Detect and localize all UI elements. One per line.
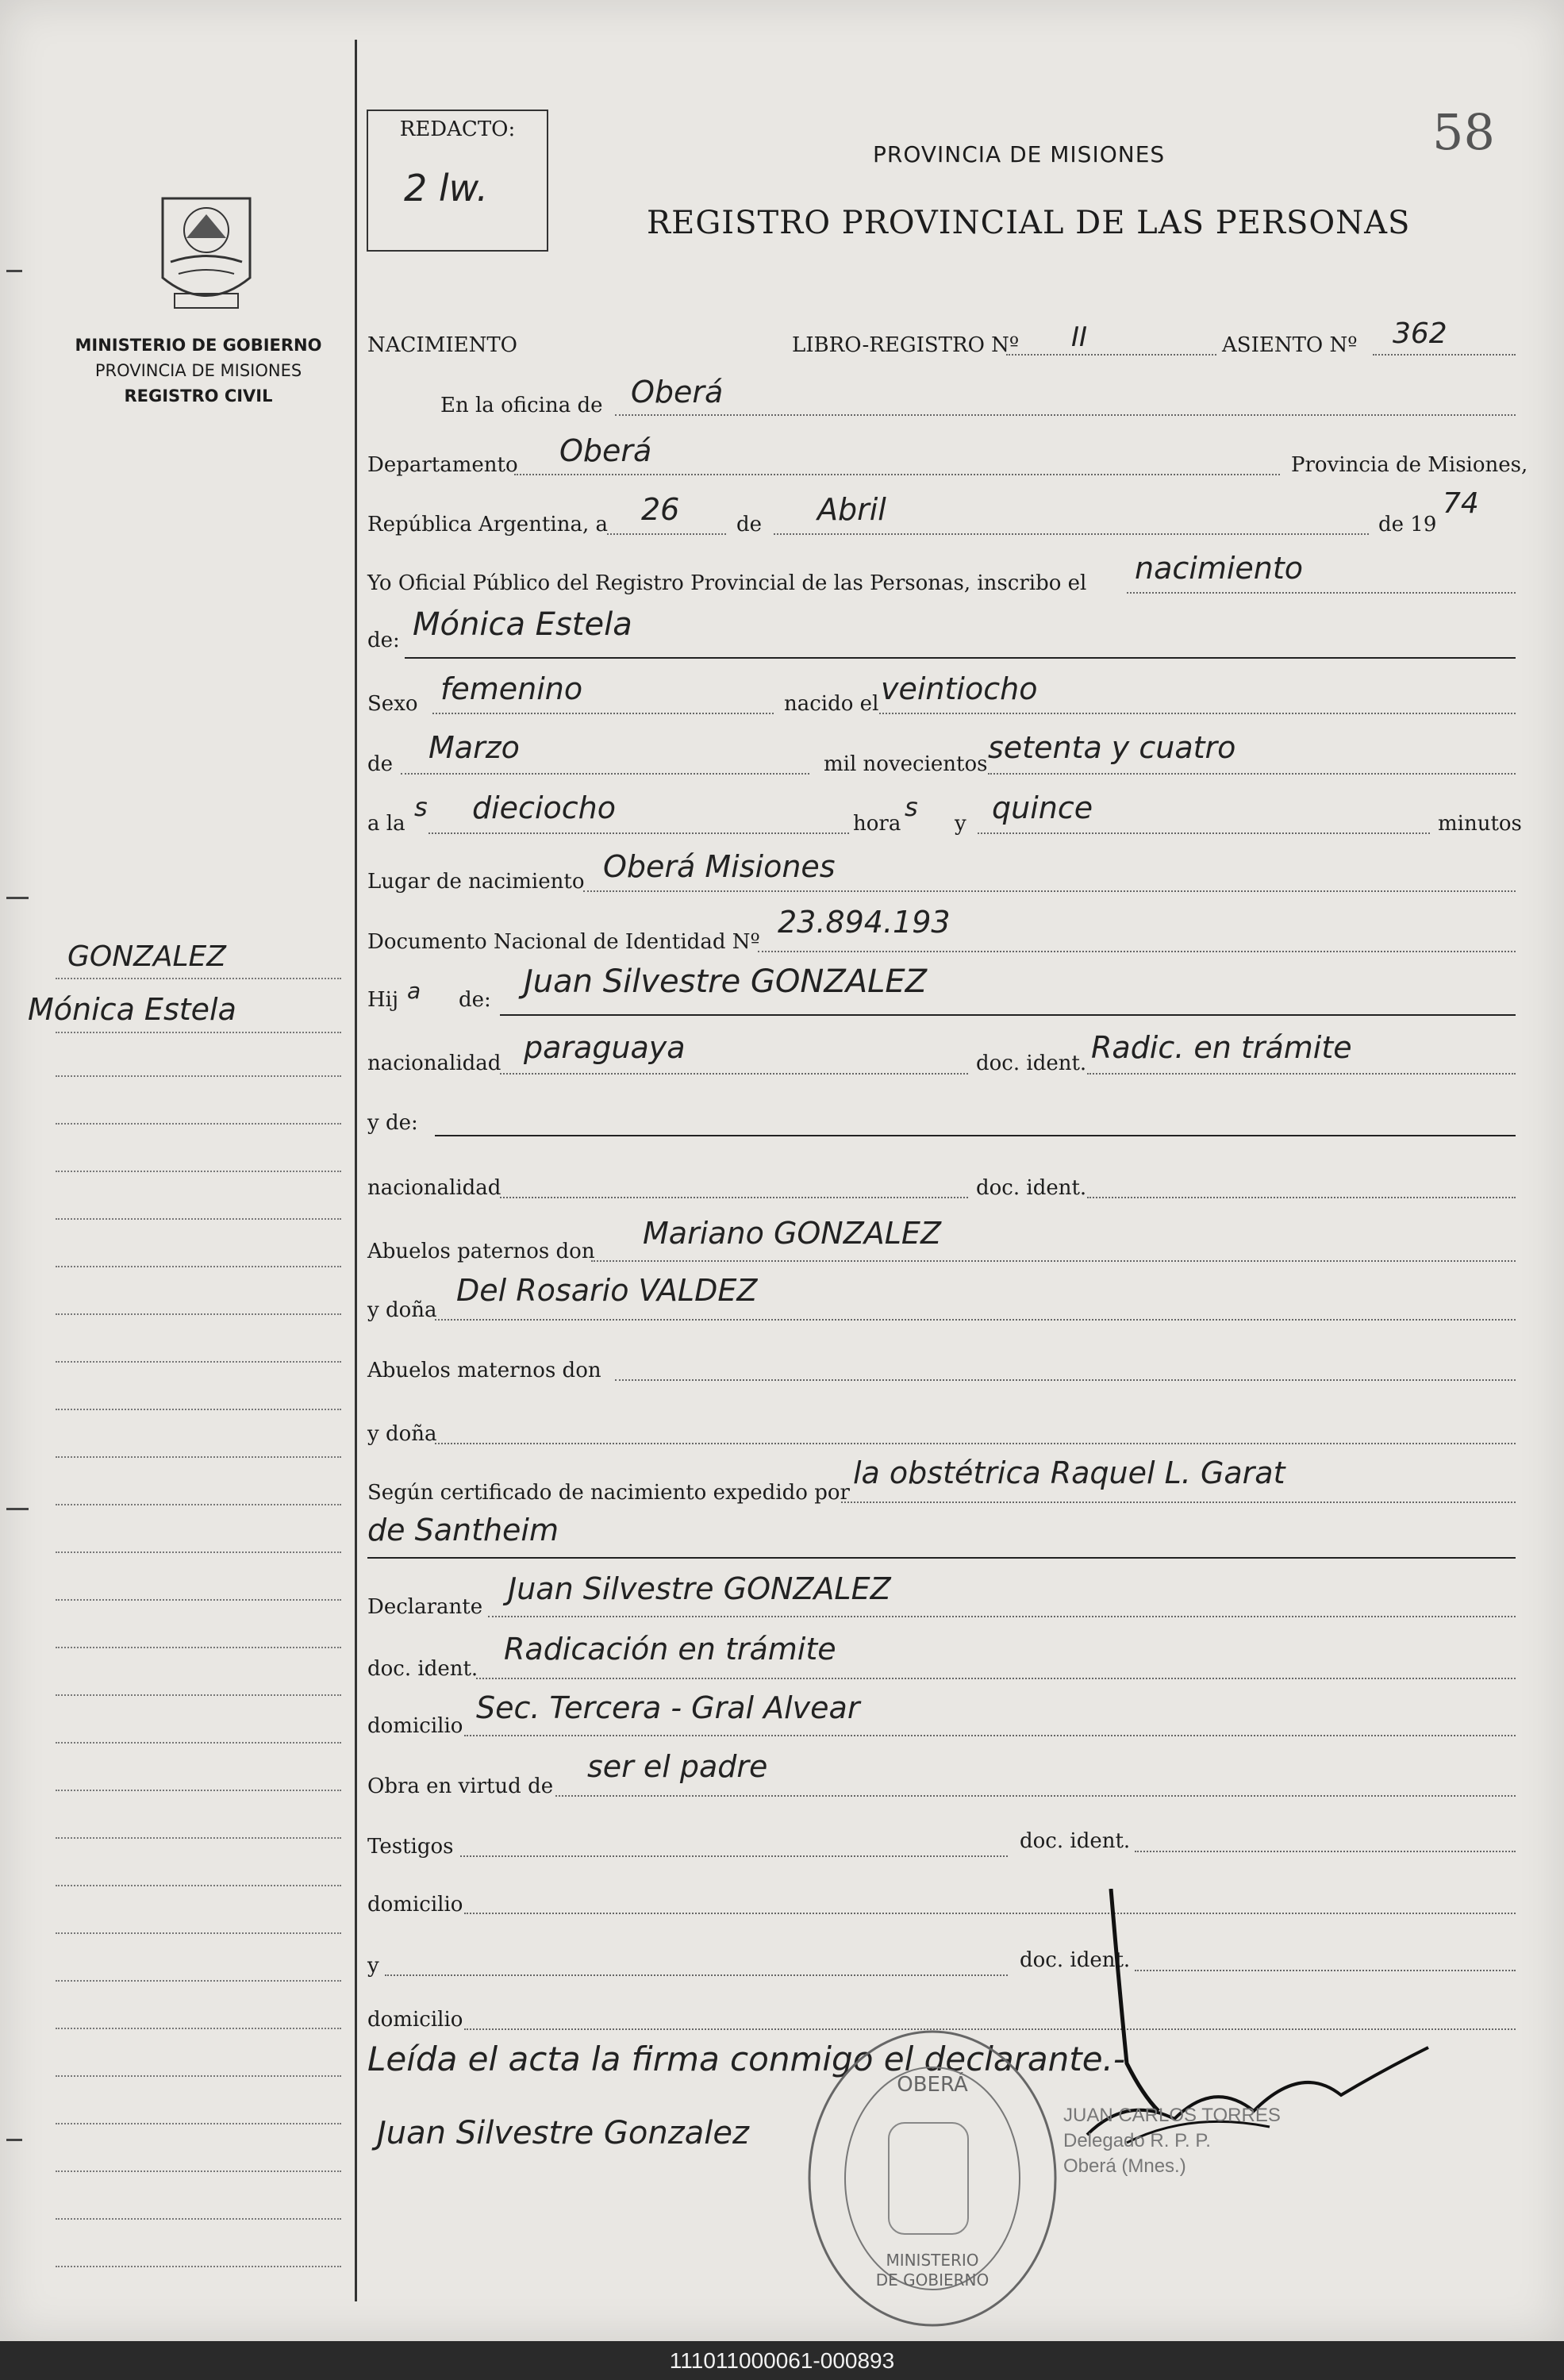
nacimiento-label: NACIMIENTO: [367, 333, 517, 357]
abuela-pat-value: Del Rosario VALDEZ: [456, 1273, 758, 1308]
margin-dotted-line: [56, 1361, 341, 1363]
certificado-line2: [367, 1557, 1516, 1559]
seal-inner-top: MINISTERIO: [886, 2251, 979, 2270]
margin-given-names: Mónica Estela: [28, 992, 236, 1027]
doc-padre-value: Radic. en trámite: [1091, 1030, 1352, 1065]
margin-dotted-line: [56, 2170, 341, 2172]
leida-text: Leída el acta la firma conmigo el declarante.-: [367, 2040, 1126, 2078]
provincia-suffix: Provincia de Misiones,: [1291, 453, 1528, 477]
testigo1-domicilio-line: [464, 1913, 1516, 1914]
margin-dotted-line: [56, 2218, 341, 2220]
page-number: 58: [1432, 103, 1495, 161]
libro-label: LIBRO-REGISTRO Nº: [792, 333, 1020, 357]
departamento-label: Departamento: [367, 453, 518, 477]
margin-dotted-line: [56, 1647, 341, 1648]
margin-underline: [56, 1032, 341, 1033]
libro-line: [1006, 354, 1216, 356]
declarante-doc-value: Radicación en trámite: [504, 1632, 836, 1667]
margin-dotted-line: [56, 2123, 341, 2124]
margin-dotted-line: [56, 1504, 341, 1505]
sexo-label: Sexo: [367, 692, 418, 716]
dni-line: [758, 951, 1516, 952]
testigo1-doc-label: doc. ident.: [1020, 1829, 1131, 1853]
nacionalidad-label: nacionalidad: [367, 1052, 501, 1075]
testigo2-domicilio-label: domicilio: [367, 2008, 463, 2032]
abuelo-pat-value: Mariano GONZALEZ: [643, 1216, 941, 1251]
abuelos-mat-label: Abuelos maternos don: [367, 1359, 601, 1382]
hij-label: Hij: [367, 988, 399, 1012]
yde-label: y de:: [367, 1111, 418, 1135]
sexo-value: femenino: [440, 671, 583, 706]
inscribo-line: [1127, 592, 1516, 594]
margin-dotted-line: [56, 1409, 341, 1410]
margin-dotted-line: [56, 1932, 341, 1934]
margin-dotted-line: [56, 2028, 341, 2029]
abuela-pat-line: [435, 1319, 1516, 1321]
mes-nac-value: Marzo: [428, 730, 520, 765]
minutos-label: minutos: [1438, 812, 1522, 836]
oficina-label: En la oficina de: [440, 394, 603, 417]
margin-surname: GONZALEZ: [67, 940, 226, 973]
asiento-line: [1373, 354, 1516, 356]
domicilio-line: [464, 1735, 1516, 1736]
official-block: [1063, 2103, 1281, 2179]
anio-nac-value: setenta y cuatro: [988, 730, 1236, 765]
doc-padre-line: [1087, 1073, 1516, 1075]
departamento-line: [514, 474, 1280, 475]
margin-dotted-line: [56, 1790, 341, 1791]
dni-value: 23.894.193: [778, 905, 951, 940]
margin-dotted-line: [56, 1885, 341, 1886]
inscribo-value: nacimiento: [1135, 551, 1304, 586]
margin-underline: [56, 978, 341, 979]
doc-ident-label: doc. ident.: [976, 1052, 1087, 1075]
hora-s: s: [905, 792, 918, 822]
de-colon-label: de:: [367, 629, 400, 652]
declarante-signature: Juan Silvestre Gonzalez: [377, 2115, 749, 2151]
margin-dotted-line: [56, 1456, 341, 1458]
ala-label: a la: [367, 812, 405, 836]
nacido-line: [879, 713, 1516, 714]
certificado-value2: de Santheim: [367, 1513, 559, 1548]
oficina-line: [615, 414, 1516, 416]
de3-label: de:: [459, 988, 491, 1012]
margin-dotted-line: [56, 2266, 341, 2267]
nacionalidad-madre-label: nacionalidad: [367, 1176, 501, 1200]
margin-dotted-line: [56, 1075, 341, 1077]
hij-suffix: a: [407, 978, 421, 1004]
abuela-mat-line: [435, 1443, 1516, 1444]
mes-value: Abril: [817, 492, 886, 527]
libro-value: II: [1071, 321, 1088, 353]
declarante-value: Juan Silvestre GONZALEZ: [508, 1571, 891, 1606]
seal-inner-bottom: DE GOBIERNO: [875, 2270, 990, 2290]
certificado-line: [841, 1501, 1516, 1503]
nombre-value: Mónica Estela: [413, 606, 632, 643]
official-title: Delegado R. P. P.: [1063, 2130, 1211, 2151]
margin-tick: [6, 270, 22, 272]
domicilio-value: Sec. Tercera - Gral Alvear: [476, 1690, 860, 1725]
margin-dotted-line: [56, 1171, 341, 1172]
nacido-value: veintiocho: [881, 671, 1038, 706]
nacionalidad-madre-line: [500, 1197, 968, 1198]
margin-dotted-line: [56, 1551, 341, 1553]
abuelo-mat-line: [615, 1379, 1516, 1381]
yo-oficial-text: Yo Oficial Público del Registro Provincial de las Personas, inscribo el: [367, 571, 1087, 595]
testigo1-doc-line: [1135, 1851, 1516, 1852]
obra-value: ser el padre: [587, 1749, 768, 1784]
oficina-value: Oberá: [631, 375, 724, 409]
de-19-label: de 19: [1378, 513, 1437, 536]
margin-dotted-line: [56, 1266, 341, 1267]
padre-line: [500, 1014, 1516, 1016]
margin-dotted-line: [56, 2075, 341, 2077]
redacto-value: 2 lw.: [404, 167, 488, 210]
ala-s: s: [414, 792, 428, 822]
nacido-label: nacido el: [784, 692, 879, 716]
ydona-mat-label: y doña: [367, 1422, 437, 1446]
official-seal-icon: [801, 2020, 1063, 2337]
de1-label: de: [736, 513, 763, 536]
testigo2-doc-line: [1135, 1970, 1516, 1971]
margin-tick: [6, 2139, 22, 2141]
margin-dotted-line: [56, 1599, 341, 1601]
nacionalidad-padre-line: [500, 1073, 968, 1075]
footer-code: 111011000061-000893: [0, 2341, 1564, 2380]
province-title: PROVINCIA DE MISIONES: [873, 141, 1166, 167]
margin-dotted-line: [56, 1837, 341, 1839]
dia-value: 26: [641, 492, 680, 527]
hora-value: dieciocho: [472, 790, 616, 825]
ydona-pat-label: y doña: [367, 1298, 437, 1322]
redacto-label: REDACTO:: [399, 117, 516, 141]
lugar-line: [583, 890, 1516, 892]
declarante-line: [488, 1616, 1516, 1617]
dni-label: Documento Nacional de Identidad Nº: [367, 930, 760, 954]
margin-dotted-line: [56, 1218, 341, 1220]
anio-nac-line: [988, 773, 1516, 775]
doc-madre-line: [1087, 1197, 1516, 1198]
domicilio-label: domicilio: [367, 1714, 463, 1738]
madre-line: [435, 1135, 1516, 1136]
mes-nac-line: [401, 773, 809, 775]
obra-label: Obra en virtud de: [367, 1774, 554, 1798]
mil-label: mil novecientos: [824, 752, 988, 776]
republica-label: República Argentina, a: [367, 513, 608, 536]
margin-dotted-line: [56, 1694, 341, 1696]
testigos-label: Testigos: [367, 1835, 454, 1859]
column-divider: [355, 40, 357, 2301]
margin-dotted-line: [56, 1313, 341, 1315]
minutos-line: [978, 832, 1430, 834]
abuelos-pat-label: Abuelos paternos don: [367, 1240, 595, 1263]
margin-dotted-line: [56, 1980, 341, 1982]
dia-line: [607, 533, 726, 535]
seal-text: OBERÁ: [897, 2073, 968, 2097]
declarante-doc-line: [476, 1678, 1516, 1679]
civil-registry-label: REGISTRO CIVIL: [124, 386, 273, 406]
certificado-label: Según certificado de nacimiento expedido por: [367, 1481, 850, 1505]
redacto-box: [367, 110, 548, 252]
nombre-line: [405, 657, 1516, 659]
sexo-line: [432, 713, 774, 714]
padre-value: Juan Silvestre GONZALEZ: [524, 963, 928, 1000]
departamento-value: Oberá: [559, 433, 652, 468]
obra-line: [555, 1795, 1516, 1797]
doc-ident-madre-label: doc. ident.: [976, 1176, 1087, 1200]
de2-label: de: [367, 752, 394, 776]
y-label: y: [955, 812, 966, 836]
declarante-label: Declarante: [367, 1595, 483, 1619]
testigo2-doc-label: doc. ident.: [1020, 1948, 1131, 1972]
registry-title: REGISTRO PROVINCIAL DE LAS PERSONAS: [647, 205, 1411, 241]
left-province-label: PROVINCIA DE MISIONES: [94, 361, 302, 380]
asiento-value: 362: [1393, 317, 1447, 350]
testigo1-line: [460, 1855, 1008, 1857]
anio-value: 74: [1443, 487, 1479, 520]
margin-dotted-line: [56, 1123, 341, 1125]
minutos-value: quince: [992, 790, 1093, 825]
lugar-value: Oberá Misiones: [603, 849, 836, 884]
testigo2-y-label: y: [367, 1954, 379, 1978]
testigo1-domicilio-label: domicilio: [367, 1893, 463, 1917]
certificado-value1: la obstétrica Raquel L. Garat: [853, 1455, 1285, 1490]
testigo2-line: [385, 1974, 1008, 1976]
asiento-label: ASIENTO Nº: [1222, 333, 1358, 357]
margin-tick: [6, 1508, 29, 1510]
official-name: JUAN CARLOS TORRES: [1063, 2105, 1281, 2126]
official-place: Oberá (Mnes.): [1063, 2155, 1186, 2177]
lugar-label: Lugar de nacimiento: [367, 870, 585, 894]
declarante-doc-label: doc. ident.: [367, 1657, 478, 1681]
province-emblem-icon: [139, 183, 274, 317]
margin-tick: [6, 897, 29, 899]
hora-label: hora: [853, 812, 901, 836]
ministry-label: MINISTERIO DE GOBIERNO: [75, 336, 322, 355]
nacionalidad-padre-value: paraguaya: [524, 1030, 686, 1065]
hora-line: [428, 832, 849, 834]
margin-dotted-line: [56, 1742, 341, 1744]
mes-line: [774, 533, 1369, 535]
abuelo-pat-line: [591, 1260, 1516, 1262]
